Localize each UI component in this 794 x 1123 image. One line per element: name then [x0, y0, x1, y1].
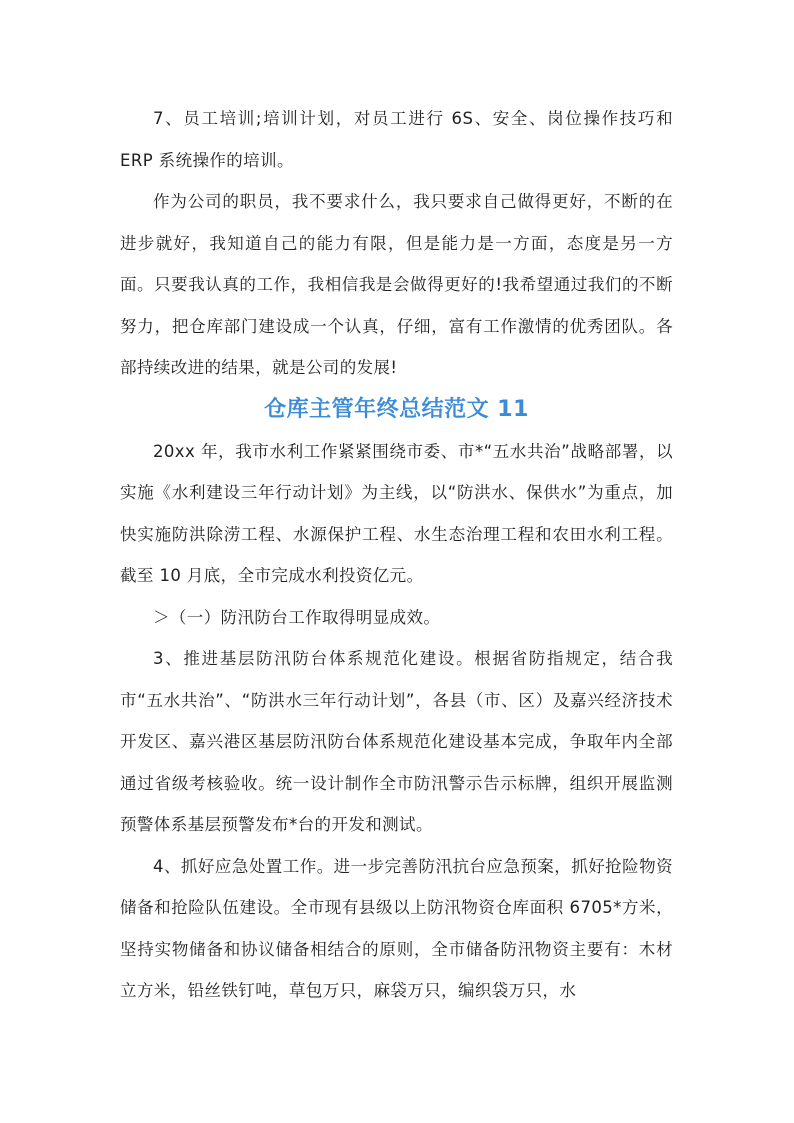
paragraph-employee-attitude: 作为公司的职员，我不要求什么，我只要求自己做得更好，不断的在进步就好，我知道自己的能力有限，但是能力是一方面，态度是另一方面。只要我认真的工作，我相信我是会做得更好的!我希望通过我们的不断努力，把仓库部门建设成一个认真，仔细，富有工作激情的优秀团队。各部持续改进的结果，就是公司的发展! — [120, 192, 673, 377]
document-page — [120, 98, 673, 1012]
section-heading: 仓库主管年终总结范文 11 — [264, 396, 529, 422]
paragraph-grassroots-system: 3、推进基层防汛防台体系规范化建设。根据省防指规定，结合我市“五水共治”、“防洪水三年行动计划”，各县（市、区）及嘉兴经济技术开发区、嘉兴港区基层防汛防台体系规范化建设基本完成，争取年内全部通过省级考核验收。统一设计制作全市防汛警示告示标牌，组织开展监测预警体系基层预警发布*台的开发和测试。 — [120, 649, 673, 834]
paragraph-flood-control-result: ＞（一）防汛防台工作取得明显成效。 — [153, 607, 441, 627]
paragraph-water-conservancy: 20xx 年，我市水利工作紧紧围绕市委、市*“五水共治”战略部署，以实施《水利建设三年行动计划》为主线，以“防洪水、保供水”为重点，加快实施防洪除涝工程、水源保护工程、水生态治理工程和农田水利工程。截至 10 月底，全市完成水利投资亿元。 — [120, 441, 673, 585]
paragraph-emergency-handling: 4、抓好应急处置工作。进一步完善防汛抗台应急预案，抓好抢险物资储备和抢险队伍建设。全市现有县级以上防汛物资仓库面积 6705*方米，坚持实物储备和协议储备相结合的原则，全市储备防汛物资主要有：木材立方米，铅丝铁钉吨，草包万只，麻袋万只，编织袋万只，水 — [120, 856, 673, 1000]
paragraph-staff-training: 7、员工培训;培训计划，对员工进行 6S、安全、岗位操作技巧和 ERP 系统操作的培训。 — [120, 109, 673, 170]
